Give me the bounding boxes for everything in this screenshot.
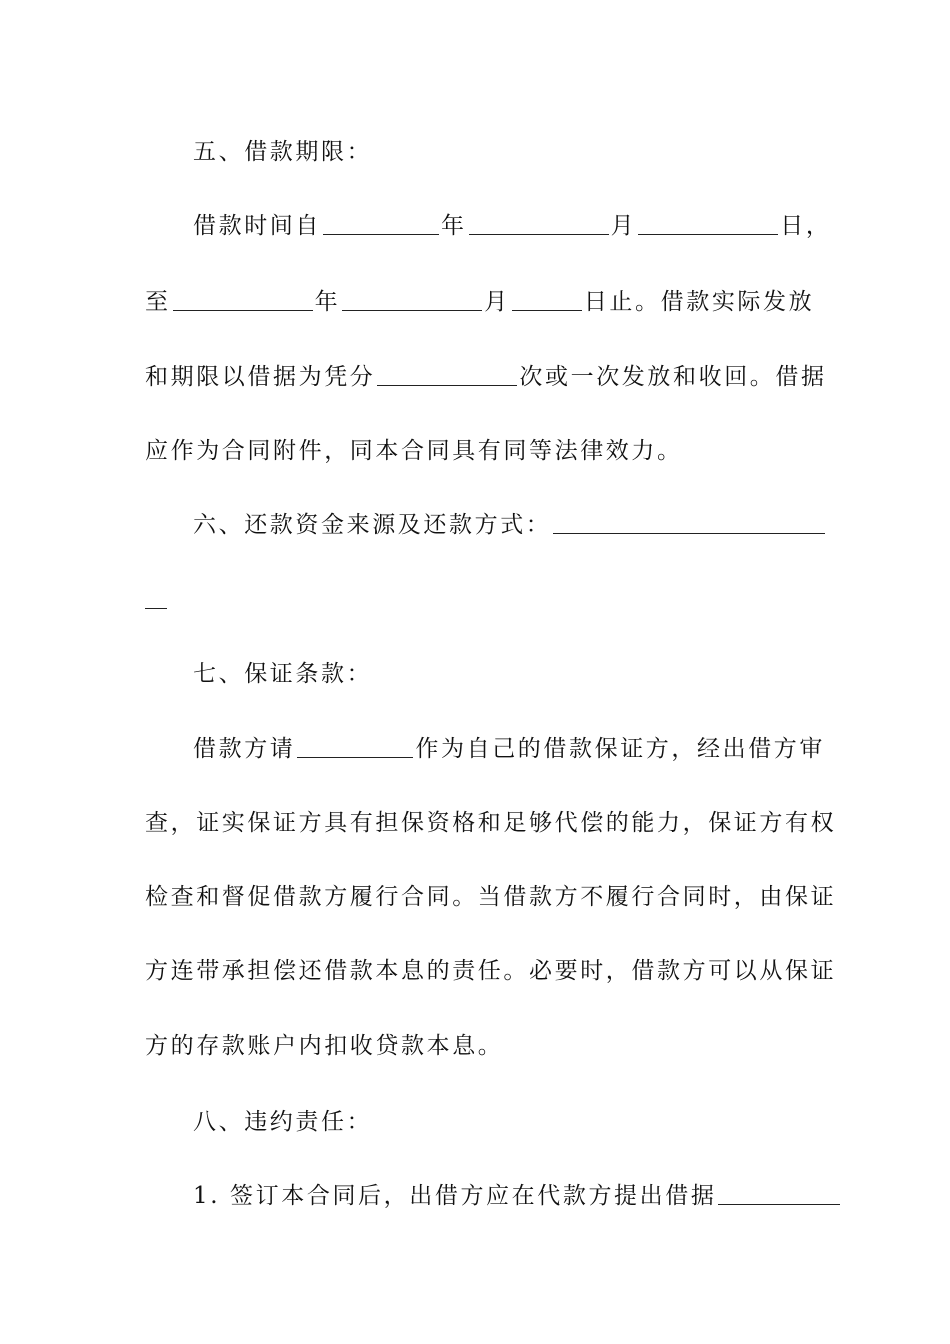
section7-line5: 方的存款账户内扣收贷款本息。	[145, 1033, 504, 1059]
blank-year-end[interactable]	[173, 284, 313, 311]
section6-line2	[145, 580, 810, 620]
section5-line4: 应作为合同附件，同本合同具有同等法律效力。	[145, 438, 683, 464]
blank-month-start[interactable]	[469, 208, 609, 235]
section5-line2	[145, 282, 815, 322]
blank-day-start[interactable]	[638, 208, 778, 235]
text-fragment: 借款时间自	[193, 213, 321, 239]
text-fragment: 月	[610, 213, 637, 239]
text-fragment: 1. 签订本合同后，出借方应在代款方提出借据	[193, 1183, 717, 1209]
blank-repayment-method-cont[interactable]	[145, 582, 167, 609]
section8-heading: 八、违约责任：	[193, 1109, 373, 1135]
blank-day-end[interactable]	[512, 284, 582, 311]
section7-line4: 方连带承担偿还借款本息的责任。必要时，借款方可以从保证	[145, 958, 837, 984]
section6-line1	[193, 505, 810, 545]
text-fragment: 年	[441, 213, 467, 239]
blank-guarantor[interactable]	[297, 731, 413, 758]
blank-installments[interactable]	[377, 359, 517, 386]
text-fragment: 日止。借款实际发放	[583, 289, 815, 315]
section7-heading: 七、保证条款：	[193, 661, 373, 687]
text-fragment: 作为自己的借款保证方，经出借方审	[415, 736, 826, 762]
text-fragment: 年	[314, 289, 341, 315]
section7-line3: 检查和督促借款方履行合同。当借款方不履行合同时，由保证	[145, 884, 837, 910]
text-fragment: 和期限以借据为凭分	[145, 364, 376, 390]
blank-borrow-receipt[interactable]	[718, 1178, 840, 1205]
blank-repayment-method[interactable]	[553, 507, 825, 534]
section7-line2: 查，证实保证方具有担保资格和足够代偿的能力，保证方有权	[145, 810, 837, 836]
blank-month-end[interactable]	[342, 284, 482, 311]
section6-heading: 六、还款资金来源及还款方式：	[193, 512, 552, 538]
text-fragment: 次或一次发放和收回。借据	[519, 364, 827, 390]
section5-heading: 五、借款期限：	[193, 139, 373, 165]
text-fragment: 至	[145, 289, 171, 315]
text-fragment: 借款方请	[193, 736, 296, 762]
section5-line3	[145, 357, 827, 397]
text-fragment: 日，	[780, 213, 832, 239]
blank-year-start[interactable]	[323, 208, 439, 235]
section5-line1	[193, 206, 832, 246]
section7-line1	[193, 729, 826, 769]
section8-item1	[193, 1176, 810, 1216]
text-fragment: 月	[484, 289, 510, 315]
